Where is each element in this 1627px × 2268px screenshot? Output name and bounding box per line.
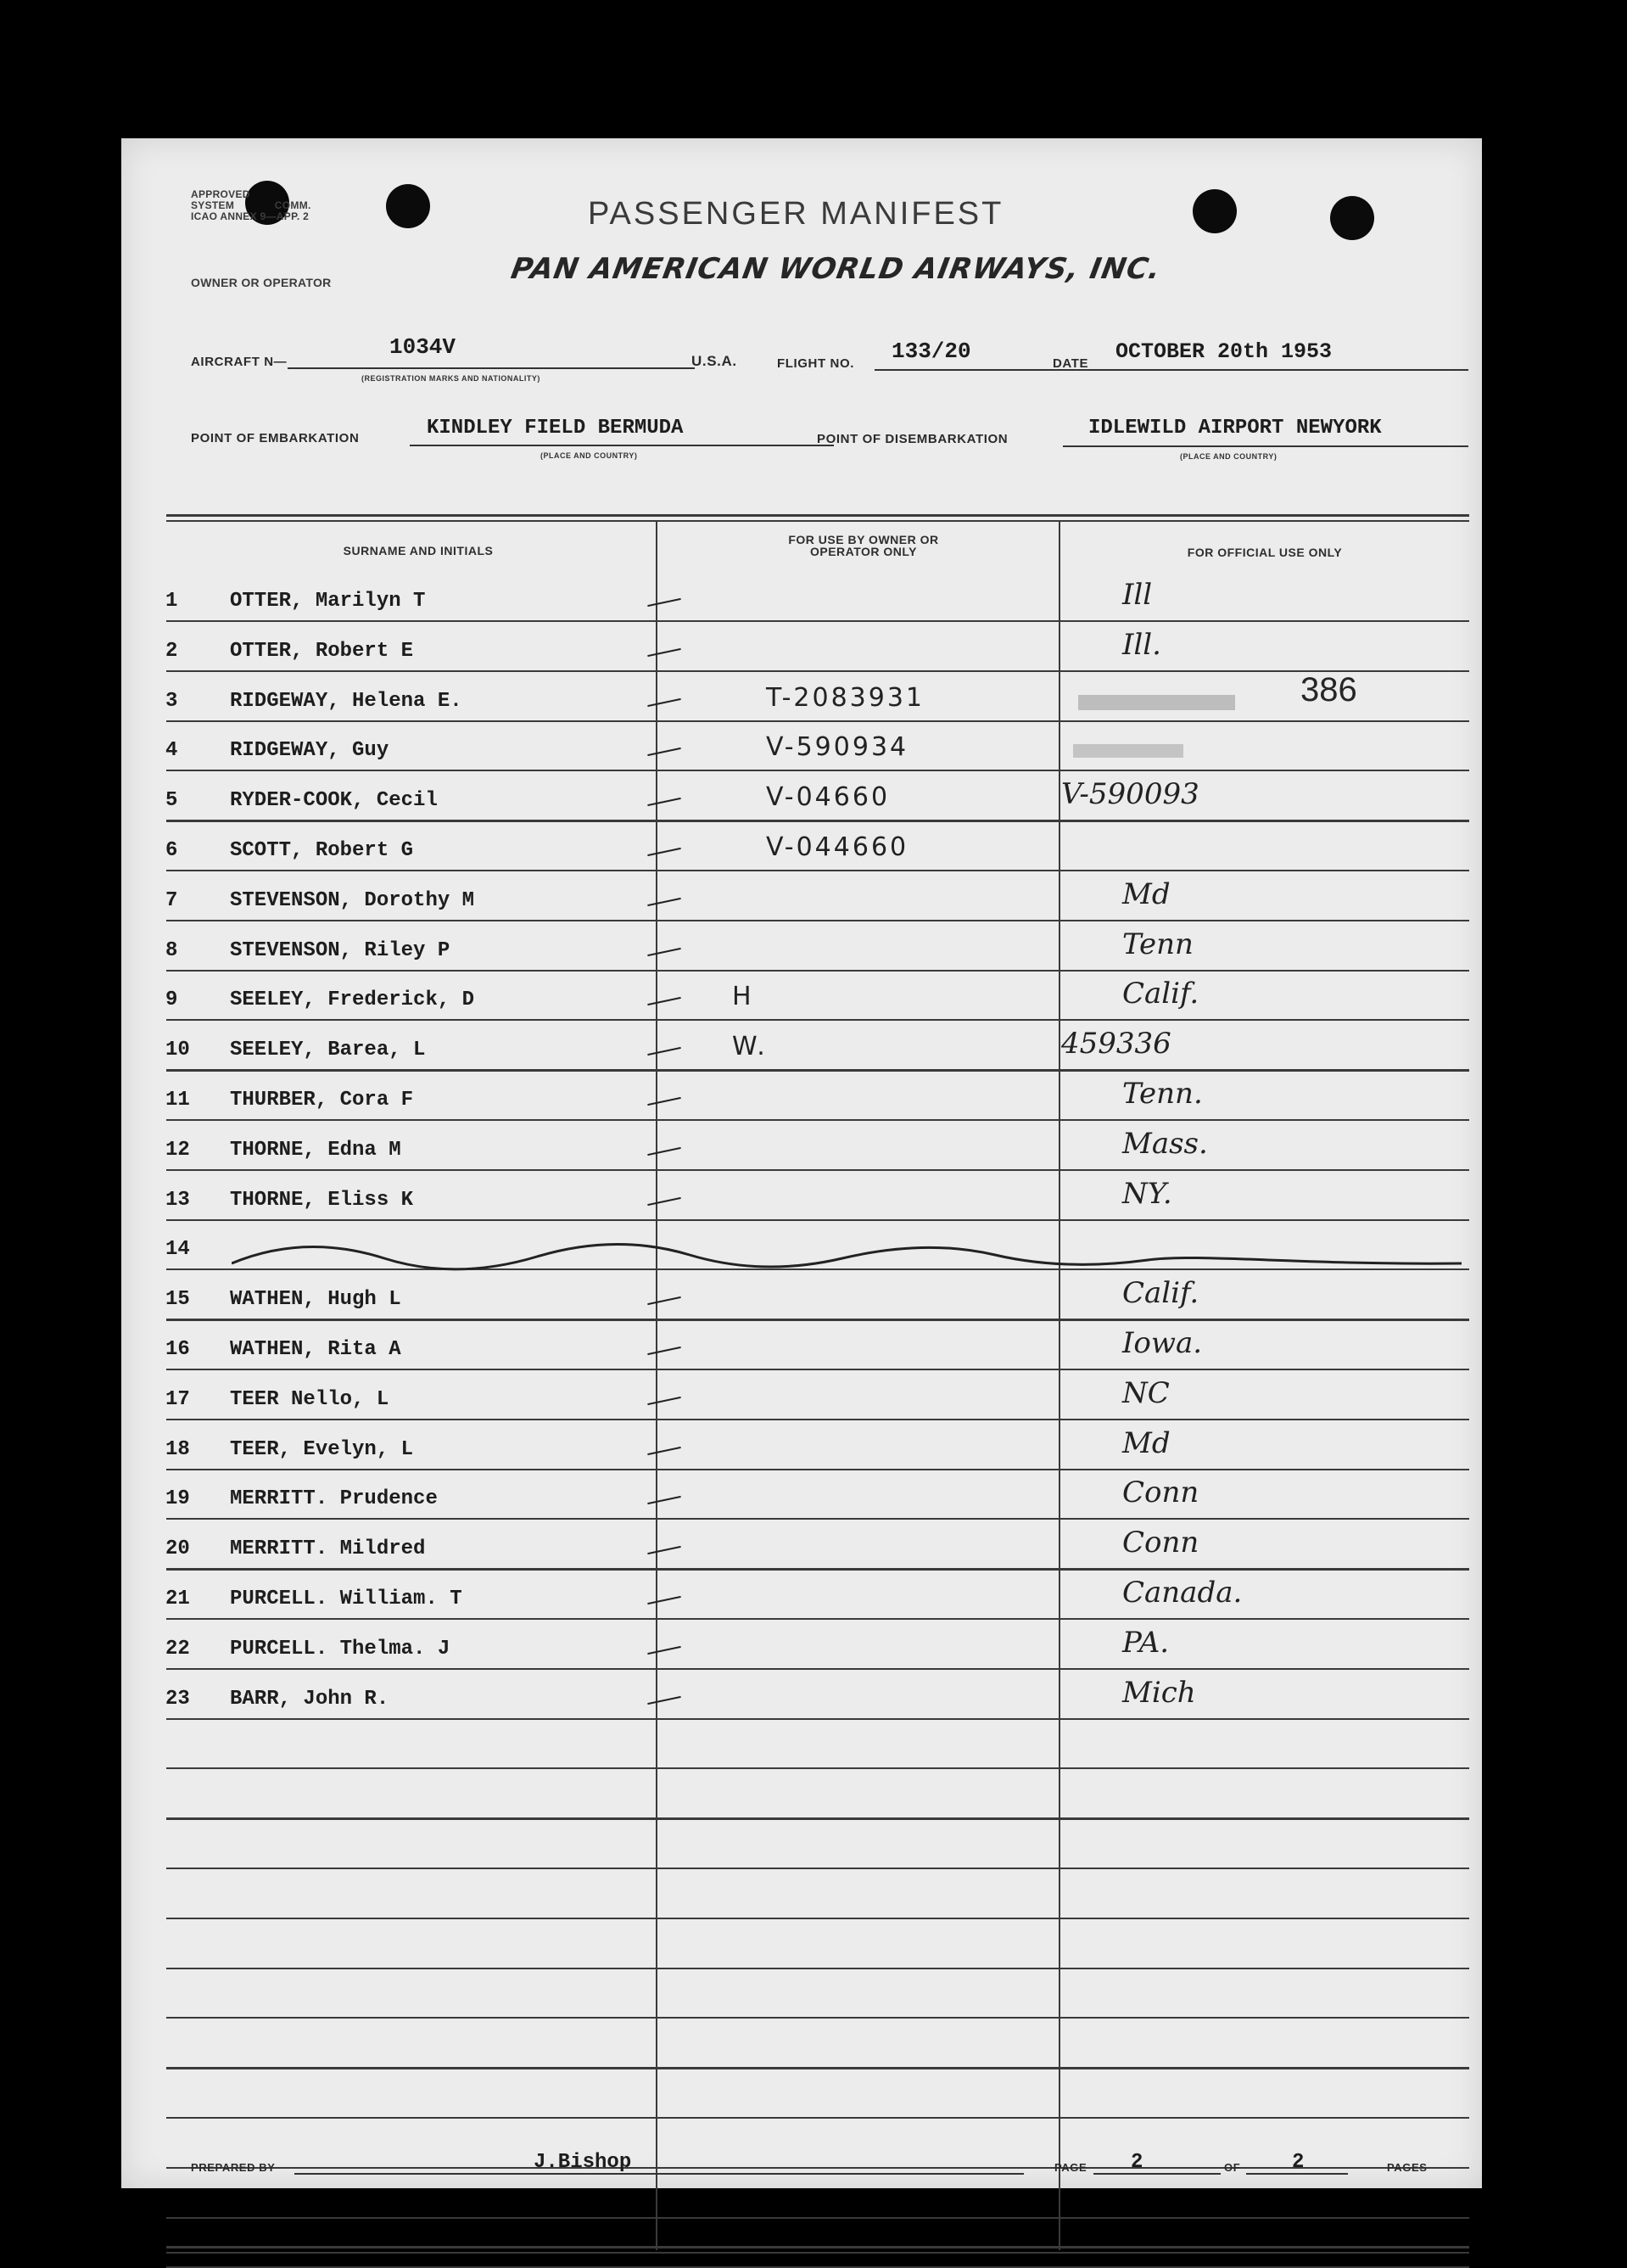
row-number: 22: [165, 1638, 190, 1660]
passenger-name: WATHEN, Rita A: [230, 1338, 401, 1361]
manifest-sheet: [121, 138, 1482, 2188]
of-label: OF: [1224, 2161, 1241, 2174]
table-row: [121, 777, 1482, 823]
date-value: OCTOBER 20th 1953: [1115, 339, 1333, 364]
approval-line: SYSTEM COMM.: [191, 199, 311, 211]
row-number: 1: [165, 590, 178, 613]
check-tick-icon: [647, 1646, 681, 1655]
passenger-name: STEVENSON, Dorothy M: [230, 889, 475, 912]
column-header-official: FOR OFFICIAL USE ONLY: [1187, 546, 1343, 559]
prepared-by-underline: [294, 2173, 1024, 2175]
check-tick-icon: [647, 898, 681, 906]
row-number: 2: [165, 640, 178, 663]
official-entry: Ill: [1122, 578, 1153, 612]
row-number: 6: [165, 839, 178, 862]
check-tick-icon: [647, 748, 681, 756]
passenger-name: THURBER, Cora F: [230, 1089, 414, 1112]
passenger-name: WATHEN, Hugh L: [230, 1288, 401, 1311]
table-row-rule: [166, 2117, 1469, 2119]
passenger-name: TEER, Evelyn, L: [230, 1438, 414, 1461]
punch-hole-icon: [386, 184, 430, 228]
page-value: 2: [1131, 2151, 1143, 2174]
column-header-operator: FOR USE BY OWNER OR OPERATOR ONLY: [788, 533, 939, 558]
table-row-rule: [166, 1868, 1469, 1869]
table-row-rule: [166, 1918, 1469, 1919]
aircraft-underline: [288, 367, 695, 369]
table-top-rule: [166, 520, 1469, 522]
disembarkation-caption: (PLACE AND COUNTRY): [1180, 452, 1278, 461]
page-title: PASSENGER MANIFEST: [588, 196, 1004, 232]
passenger-name: BARR, John R.: [230, 1688, 389, 1711]
passenger-name: PURCELL. Thelma. J: [230, 1638, 450, 1660]
passenger-name: MERRITT. Prudence: [230, 1487, 438, 1510]
date-label: DATE: [1053, 356, 1089, 371]
punch-hole-icon: [1193, 189, 1237, 233]
check-tick-icon: [647, 1447, 681, 1455]
approval-block: [191, 189, 311, 222]
passenger-name: RIDGEWAY, Guy: [230, 739, 389, 762]
owner-operator-label: OWNER OR OPERATOR: [191, 276, 332, 289]
disembarkation-value: IDLEWILD AIRPORT NEWYORK: [1088, 417, 1382, 440]
table-row: [121, 1526, 1482, 1571]
check-tick-icon: [647, 1696, 681, 1705]
table-row: [121, 1326, 1482, 1372]
check-tick-icon: [647, 598, 681, 607]
row-number: 15: [165, 1288, 190, 1311]
table-row: [121, 1177, 1482, 1223]
approval-line: ICAO ANNEX 9—APP. 2: [191, 210, 310, 222]
official-entry: PA.: [1122, 1626, 1170, 1660]
operator-entry: V-590934: [766, 732, 909, 762]
table-top-rule: [166, 514, 1469, 517]
official-entry: Calif.: [1122, 1276, 1199, 1310]
embarkation-caption: (PLACE AND COUNTRY): [540, 451, 638, 460]
table-row-rule: [166, 2067, 1469, 2069]
passenger-name: RYDER-COOK, Cecil: [230, 789, 438, 812]
row-number: 5: [165, 789, 178, 812]
table-row-rule: [166, 2017, 1469, 2019]
check-tick-icon: [647, 848, 681, 856]
official-entry: Md: [1122, 877, 1171, 911]
check-tick-icon: [647, 1197, 681, 1206]
official-entry: Mass.: [1122, 1127, 1208, 1161]
check-tick-icon: [647, 1397, 681, 1405]
check-tick-icon: [647, 1596, 681, 1604]
table-row: [121, 578, 1482, 624]
flight-value: 133/20: [892, 339, 971, 364]
table-row: [121, 977, 1482, 1022]
row-number: 13: [165, 1189, 190, 1212]
table-row: [121, 1127, 1482, 1173]
official-entry: NC: [1122, 1376, 1170, 1410]
row-number: 9: [165, 988, 178, 1011]
check-tick-icon: [647, 1546, 681, 1554]
table-row-rule: [166, 2167, 1469, 2169]
official-entry: Canada.: [1122, 1576, 1243, 1610]
row-number: 14: [165, 1238, 190, 1261]
operator-name: PAN AMERICAN WORLD AIRWAYS, INC.: [508, 252, 1164, 286]
check-tick-icon: [647, 1097, 681, 1106]
check-tick-icon: [647, 1496, 681, 1504]
passenger-name: STEVENSON, Riley P: [230, 939, 450, 962]
disembarkation-label: POINT OF DISEMBARKATION: [817, 432, 1009, 446]
row-number: 17: [165, 1388, 190, 1411]
passenger-name: THORNE, Edna M: [230, 1139, 401, 1162]
official-entry: Conn: [1122, 1476, 1199, 1509]
row-number: 10: [165, 1039, 190, 1061]
passenger-name: THORNE, Eliss K: [230, 1189, 414, 1212]
column-divider: [1059, 522, 1060, 2250]
official-entry: Ill.: [1122, 628, 1161, 662]
official-entry: 459336: [1061, 1027, 1171, 1061]
official-entry: Tenn: [1122, 927, 1194, 961]
page-label: PAGE: [1054, 2161, 1087, 2174]
registration-caption: (REGISTRATION MARKS AND NATIONALITY): [361, 374, 540, 383]
table-row-rule: [166, 1767, 1469, 1769]
embarkation-value: KINDLEY FIELD BERMUDA: [427, 417, 684, 440]
row-number: 7: [165, 889, 178, 912]
passenger-name: SEELEY, Barea, L: [230, 1039, 426, 1061]
check-tick-icon: [647, 948, 681, 956]
of-value: 2: [1292, 2151, 1305, 2174]
table-bottom-rule: [166, 2246, 1469, 2248]
passenger-name: TEER Nello, L: [230, 1388, 389, 1411]
prepared-by-value: J.Bishop: [534, 2151, 632, 2174]
table-row: [121, 1626, 1482, 1672]
passenger-name: OTTER, Marilyn T: [230, 590, 426, 613]
row-number: 4: [165, 739, 178, 762]
table-row: [121, 1676, 1482, 1722]
table-bottom-rule: [166, 2252, 1469, 2254]
date-underline: [1093, 369, 1468, 371]
row-number: 11: [165, 1089, 190, 1112]
embarkation-underline: [410, 445, 834, 446]
check-tick-icon: [647, 1047, 681, 1056]
table-row-rule: [166, 1968, 1469, 1969]
official-entry: Md: [1122, 1426, 1171, 1460]
row-number: 8: [165, 939, 178, 962]
row-number: 21: [165, 1588, 190, 1610]
prepared-by-label: PREPARED BY: [191, 2161, 276, 2174]
official-entry: Conn: [1122, 1526, 1199, 1560]
operator-entry: H: [732, 982, 754, 1011]
pages-label: PAGES: [1387, 2161, 1428, 2174]
check-tick-icon: [647, 648, 681, 657]
passenger-name: OTTER, Robert E: [230, 640, 414, 663]
table-row: [121, 628, 1482, 674]
official-entry: V-590093: [1061, 777, 1199, 811]
official-entry: Iowa.: [1122, 1326, 1203, 1360]
check-tick-icon: [647, 1147, 681, 1156]
row-number: 12: [165, 1139, 190, 1162]
row-number: 20: [165, 1537, 190, 1560]
table-row-rule: [166, 1817, 1469, 1820]
official-entry: Mich: [1122, 1676, 1196, 1710]
row-number: 19: [165, 1487, 190, 1510]
check-tick-icon: [647, 1296, 681, 1305]
aircraft-label: AIRCRAFT N—: [191, 355, 288, 369]
row-number: 16: [165, 1338, 190, 1361]
passenger-name: RIDGEWAY, Helena E.: [230, 690, 462, 713]
table-row: [121, 1276, 1482, 1322]
table-row: [121, 832, 1482, 873]
cancel-wave-line: [232, 1238, 1470, 1272]
table-row-rule: [166, 2217, 1469, 2219]
passenger-name: SCOTT, Robert G: [230, 839, 414, 862]
operator-entry: V-044660: [766, 832, 909, 862]
check-tick-icon: [647, 698, 681, 707]
table-row: [121, 1476, 1482, 1521]
page-underline: [1093, 2173, 1221, 2175]
passenger-name: PURCELL. William. T: [230, 1588, 462, 1610]
table-row: [121, 732, 1482, 773]
table-row: [121, 1376, 1482, 1422]
punch-hole-icon: [1330, 196, 1374, 240]
row-number: 18: [165, 1438, 190, 1461]
flight-label: FLIGHT NO.: [777, 356, 854, 371]
disembarkation-underline: [1063, 445, 1468, 447]
embarkation-label: POINT OF EMBARKATION: [191, 431, 360, 445]
official-entry: Calif.: [1122, 977, 1199, 1011]
table-row: [121, 877, 1482, 923]
usa-label: U.S.A.: [691, 353, 737, 369]
table-row: [121, 1576, 1482, 1621]
aircraft-value: 1034V: [389, 334, 456, 360]
operator-entry: W.: [732, 1032, 768, 1061]
check-tick-icon: [647, 1347, 681, 1355]
official-entry: NY.: [1122, 1177, 1172, 1211]
row-number: 23: [165, 1688, 190, 1711]
official-entry: Tenn.: [1122, 1077, 1203, 1111]
check-tick-icon: [647, 997, 681, 1005]
redaction-mark: [1078, 695, 1235, 710]
table-row: [121, 1426, 1482, 1472]
table-row: [121, 1077, 1482, 1123]
stamp-number: 386: [1300, 671, 1357, 708]
column-header-surname: SURNAME AND INITIALS: [343, 544, 494, 557]
table-row: [121, 1027, 1482, 1072]
row-number: 3: [165, 690, 178, 713]
operator-entry: V-04660: [766, 782, 891, 812]
column-divider: [656, 522, 657, 2250]
passenger-name: SEELEY, Frederick, D: [230, 988, 475, 1011]
operator-entry: T-2083931: [766, 683, 925, 713]
approval-line: APPROVED: [191, 188, 250, 200]
passenger-name: MERRITT. Mildred: [230, 1537, 426, 1560]
table-row: [121, 927, 1482, 973]
check-tick-icon: [647, 798, 681, 806]
redaction-mark: [1073, 744, 1183, 758]
